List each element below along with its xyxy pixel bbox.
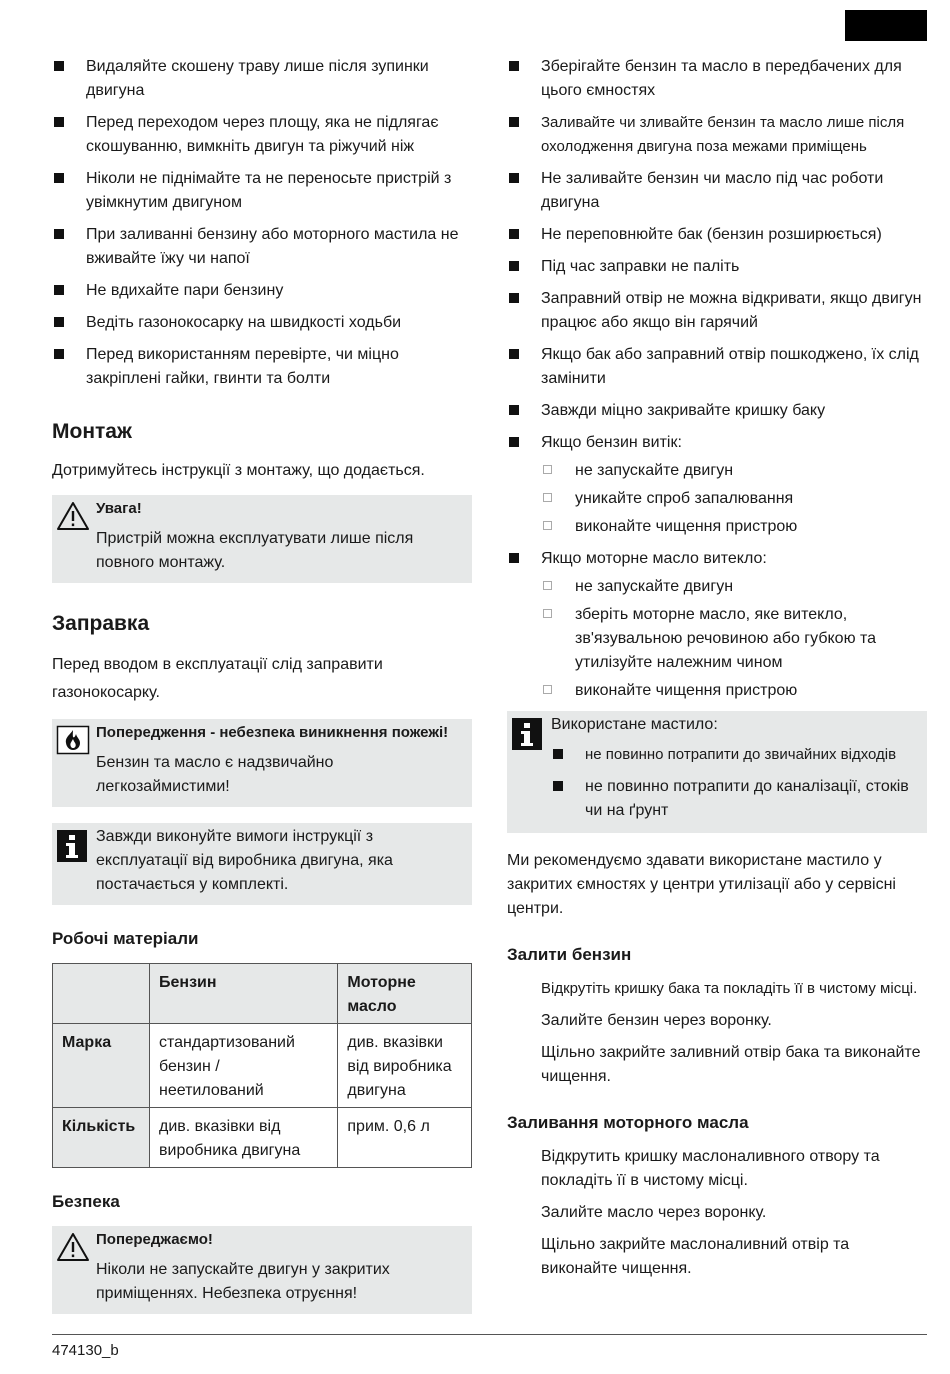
info-box-engine (52, 823, 472, 905)
petrol-steps (507, 977, 927, 1089)
section-heading-oil: Заливання моторного масла (507, 1113, 749, 1132)
safety-list-left (52, 55, 472, 391)
step-text: Відкрутіть кришку бака та покладіть її в чистому місці. (541, 980, 918, 997)
sub-list-item: не запускайте двигун (541, 459, 927, 483)
list-item: Не переповнюйте бак (бензин розширюється) (507, 223, 927, 247)
info-icon (56, 829, 88, 871)
section-heading-montazh: Монтаж (52, 420, 132, 443)
fire-warning-title: Попередження - небезпека виникнення пожежі! (96, 724, 449, 741)
list-item: Якщо бак або заправний отвір пошкоджено, їх слід замінити (507, 343, 927, 391)
right-column (507, 55, 927, 1289)
warning-title: Попереджаємо! (96, 1231, 213, 1248)
list-item: Видаляйте скошену траву лише після зупинки двигуна (52, 55, 472, 103)
list-item: При заливанні бензину або моторного мастила не вживайте їжу чи напої (52, 223, 472, 271)
table-header: Моторне масло (338, 964, 472, 1024)
list-item: Заливайте чи зливайте бензин та масло лише після охолодження двигуна поза межами приміщень (507, 111, 927, 159)
section-heading-materials: Робочі матеріали (52, 929, 199, 948)
warning-triangle-icon (56, 501, 90, 539)
list-item: Не заливайте бензин чи масло під час роботи двигуна (507, 167, 927, 215)
list-item: Під час заправки не паліть (507, 255, 927, 279)
sub-list-item: не запускайте двигун (541, 575, 927, 599)
montazh-text: Дотримуйтесь інструкції з монтажу, що додається. (52, 462, 425, 479)
section-heading-bezpeka: Безпека (52, 1192, 120, 1211)
table-row (53, 964, 472, 1024)
warning-box-montazh (52, 495, 472, 583)
warning-text: Ніколи не запускайте двигун у закритих приміщеннях. Небезпека отруєння! (96, 1261, 390, 1302)
used-oil-list (551, 743, 921, 823)
list-item: Заправний отвір не можна відкривати, якщо двигун працює або якщо він гарячий (507, 287, 927, 335)
list-item: Зберігайте бензин та масло в передбачених для цього ємностях (507, 55, 927, 103)
list-item: не повинно потрапити до звичайних відходів (551, 743, 921, 767)
left-column (52, 55, 472, 1330)
table-cell: див. вказівки від виробника двигуна (150, 1108, 338, 1168)
step-text: Залийте масло через воронку. (541, 1204, 767, 1221)
warning-triangle-icon (56, 1232, 90, 1270)
info-box-used-oil (507, 711, 927, 833)
safety-list-right (507, 55, 927, 703)
table-row (53, 1108, 472, 1168)
table-cell: див. вказівки від виробника двигуна (338, 1024, 472, 1108)
fire-warning-text: Бензин та масло є надзвичайно легкозаймистими! (96, 754, 334, 795)
leak-oil-sublist (541, 575, 927, 703)
step-text: Залийте бензин через воронку. (541, 1012, 772, 1029)
step-text: Щільно закрийте маслоналивний отвір та виконайте чищення. (541, 1236, 850, 1277)
warning-title: Увага! (96, 500, 142, 517)
sub-list-item: виконайте чищення пристрою (541, 679, 927, 703)
page-tab-marker (845, 10, 927, 41)
list-item: Ведіть газонокосарку на швидкості ходьби (52, 311, 472, 335)
oil-steps (507, 1145, 927, 1281)
list-item: Ніколи не піднімайте та не переносьте пристрій з увімкнутим двигуном (52, 167, 472, 215)
footer-rule (52, 1334, 927, 1335)
list-item: Не вдихайте пари бензину (52, 279, 472, 303)
list-item: не повинно потрапити до каналізації, стоків чи на ґрунт (551, 775, 921, 823)
list-item: Завжди міцно закривайте кришку баку (507, 399, 927, 423)
warning-box-bezpeka (52, 1226, 472, 1314)
warning-text: Пристрій можна експлуатувати лише після повного монтажу. (96, 530, 414, 571)
sub-list-item: уникайте спроб запалювання (541, 487, 927, 511)
fire-hazard-icon (56, 725, 90, 763)
section-heading-zapravka: Заправка (52, 612, 150, 635)
list-item: Перед переходом через площу, яка не підлягає скошуванню, вимкніть двигун та ріжучий ніж (52, 111, 472, 159)
used-oil-title: Використане мастило: (551, 716, 718, 733)
fire-warning-box (52, 719, 472, 807)
leak-petrol-label: Якщо бензин витік: (541, 434, 682, 451)
info-icon (511, 717, 543, 759)
table-cell: прим. 0,6 л (338, 1108, 472, 1168)
sub-list-item: зберіть моторне масло, яке витекло, зв'язувальною речовиною або губкою та утилізуйте належним чином (541, 603, 927, 675)
table-header: Бензин (150, 964, 338, 1024)
leak-oil-label: Якщо моторне масло витекло: (541, 550, 767, 567)
recommend-text: Ми рекомендуємо здавати використане мастило у закритих ємностях у центри утилізації або у сервісні центри. (507, 852, 896, 917)
document-code: 474130_b (52, 1342, 119, 1359)
leak-petrol-sublist (541, 459, 927, 539)
table-header-empty (53, 964, 150, 1024)
list-item (507, 547, 927, 703)
row-label: Кількість (53, 1108, 150, 1168)
list-item (507, 431, 927, 539)
table-cell: стандартизований бензин / неетилований (150, 1024, 338, 1108)
zapravka-text: Перед вводом в експлуатації слід заправити газонокосарку. (52, 656, 383, 701)
info-text: Завжди виконуйте вимоги інструкції з експлуатації від виробника двигуна, яка постачається у комплекті. (96, 828, 393, 893)
table-row (53, 1024, 472, 1108)
step-text: Відкрутить кришку маслоналивного отвору та покладіть її в чистому місці. (541, 1148, 880, 1189)
step-text: Щільно закрийте заливний отвір бака та виконайте чищення. (541, 1044, 921, 1085)
section-heading-petrol: Залити бензин (507, 945, 632, 964)
list-item: Перед використанням перевірте, чи міцно закріплені гайки, гвинти та болти (52, 343, 472, 391)
sub-list-item: виконайте чищення пристрою (541, 515, 927, 539)
row-label: Марка (53, 1024, 150, 1108)
materials-table (52, 963, 472, 1168)
